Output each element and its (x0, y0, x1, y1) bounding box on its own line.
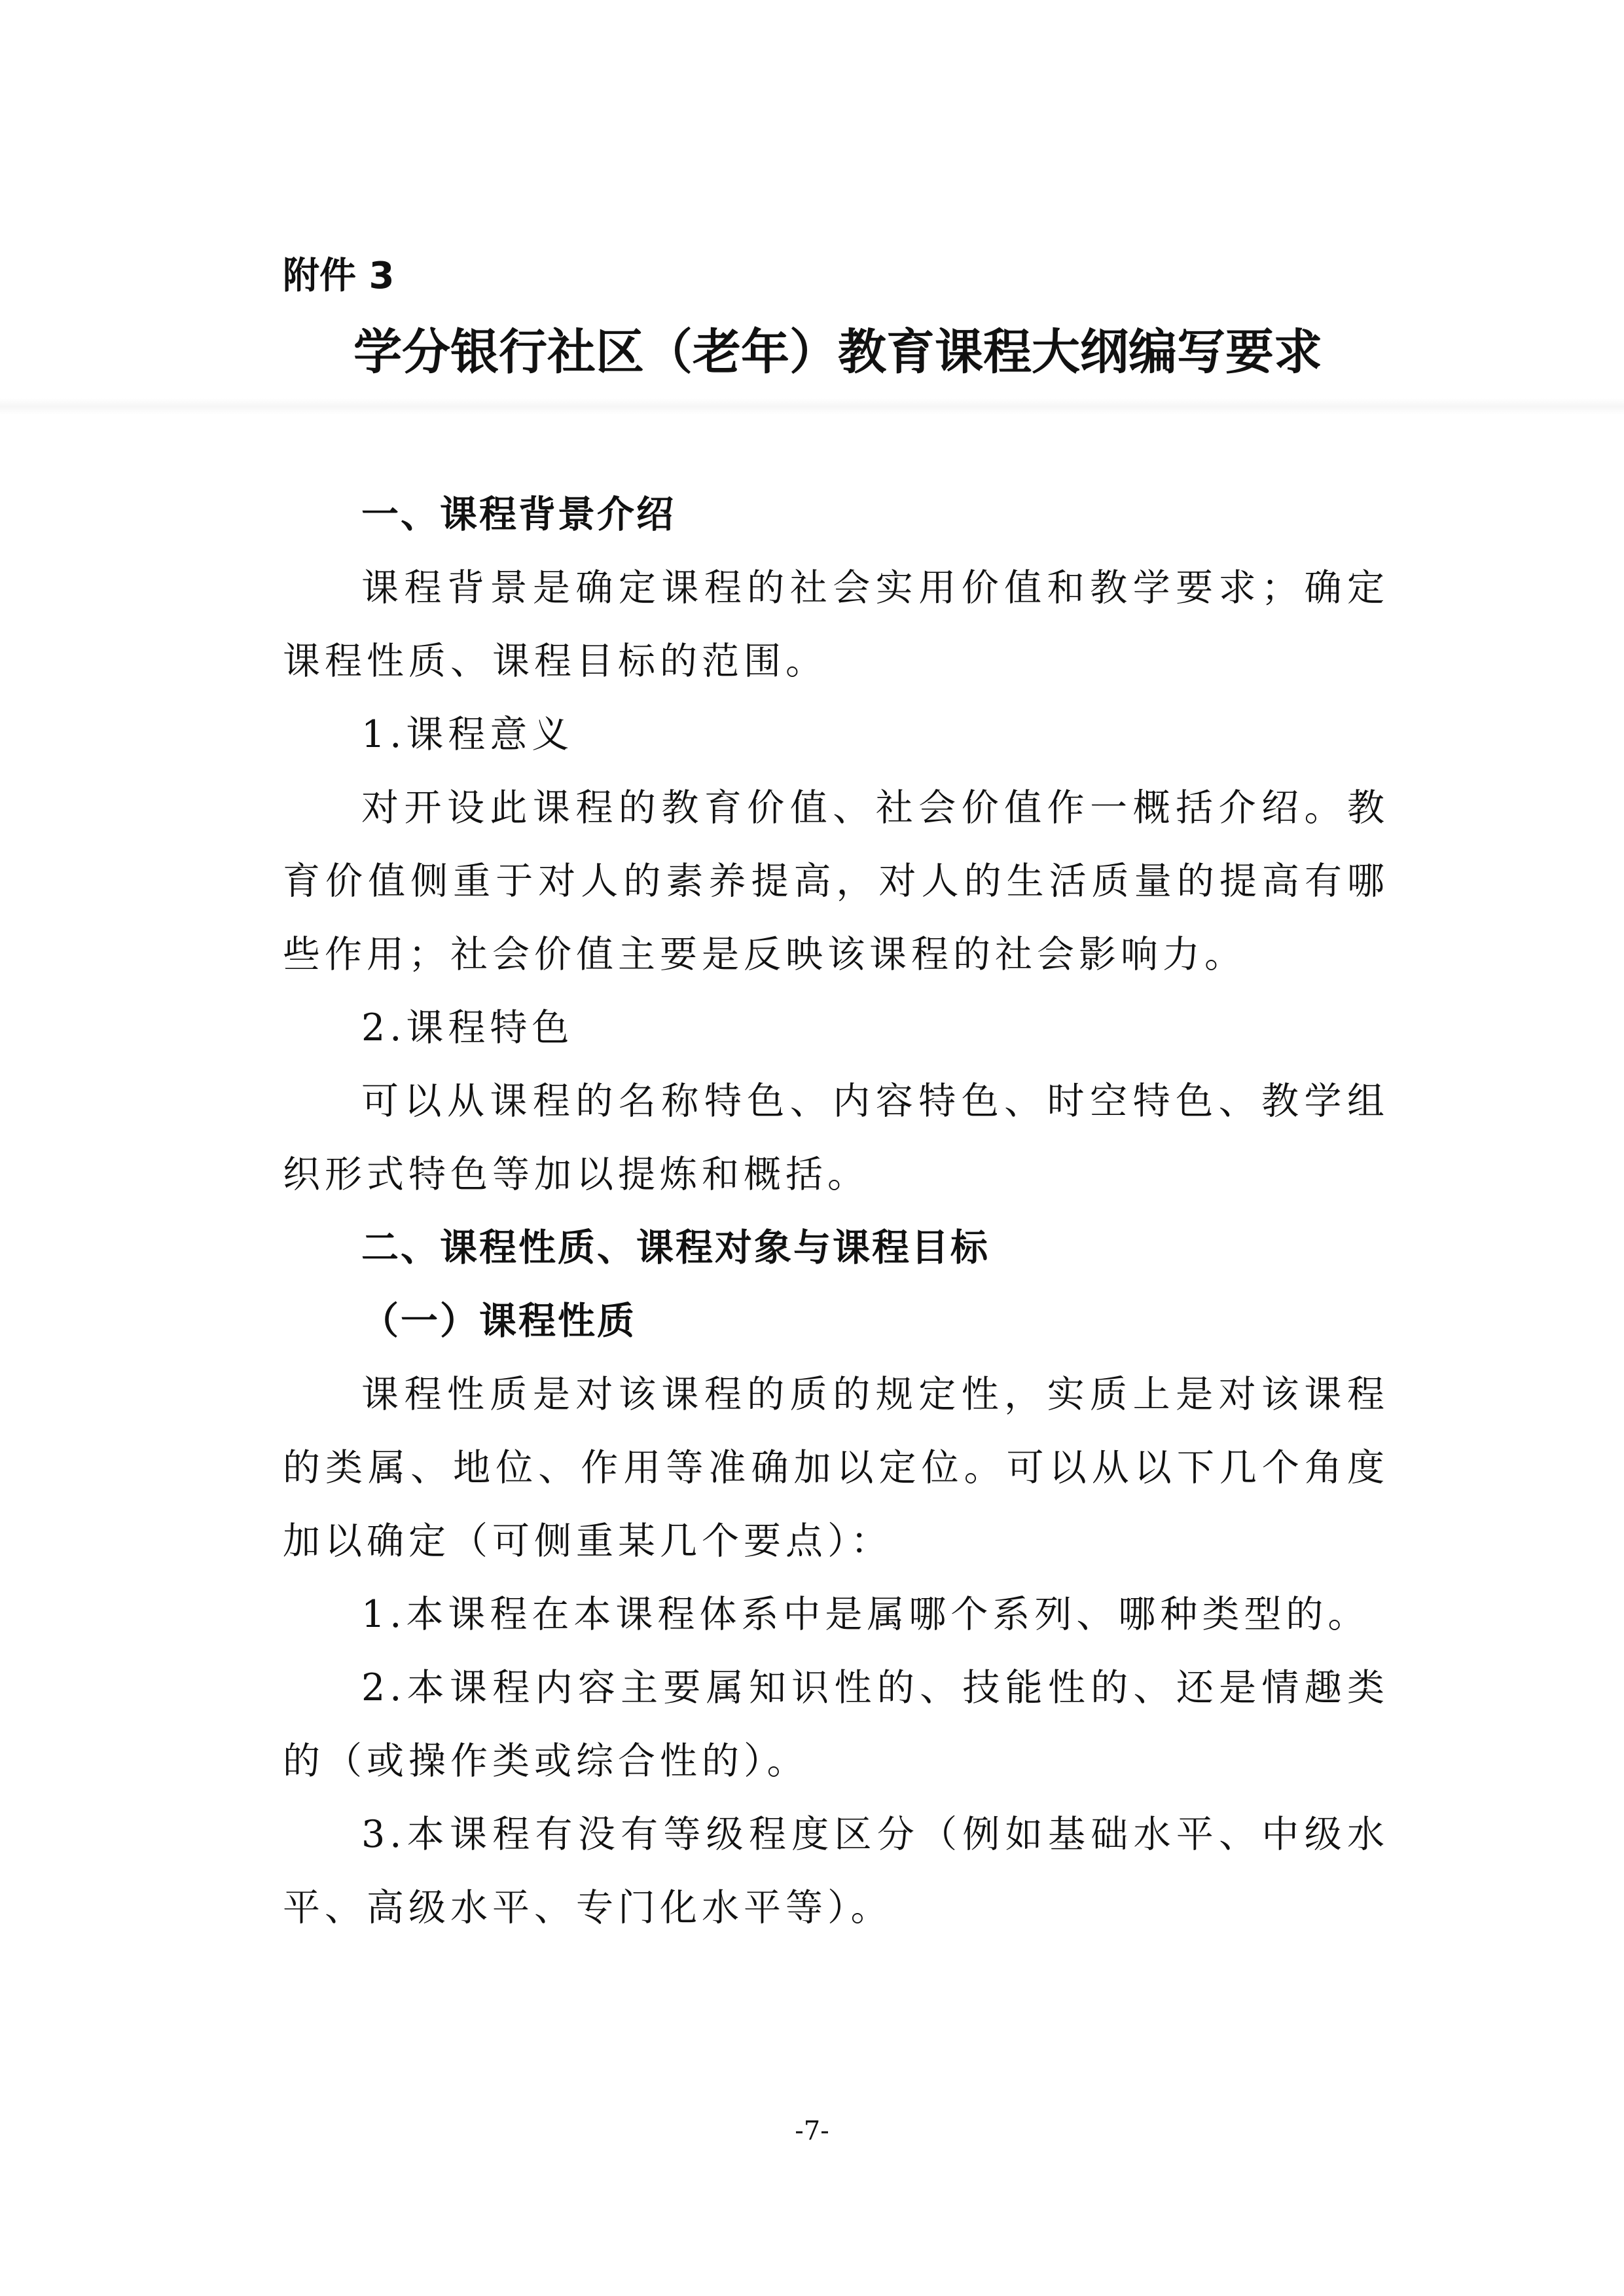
section-heading-2: 二、课程性质、课程对象与课程目标 (361, 1226, 990, 1269)
section-heading-1: 一、课程背景介绍 (361, 493, 676, 536)
list-item-1: 1.本课程在本课程体系中是属哪个系列、哪种类型的。 (361, 1593, 1370, 1636)
paragraph-course-features: 可以从课程的名称特色、内容特色、时空特色、教学组织形式特色等加以提炼和概括。 (283, 1080, 1389, 1196)
subsection-heading-course-nature: （一）课程性质 (361, 1300, 636, 1343)
paragraph-course-nature: 课程性质是对该课程的质的规定性，实质上是对该课程的类属、地位、作用等准确加以定位。可以从以下几个角度加以确定（可侧重某几个要点）： (283, 1373, 1389, 1563)
paragraph-course-significance: 对开设此课程的教育价值、社会价值作一概括介绍。教育价值侧重于对人的素养提高，对人的生活质量的提高有哪些作用；社会价值主要是反映该课程的社会影响力。 (283, 786, 1389, 976)
list-item-2: 2.本课程内容主要属知识性的、技能性的、还是情趣类的（或操作类或综合性的）。 (283, 1666, 1389, 1783)
paragraph-course-background: 课程背景是确定课程的社会实用价值和教学要求；确定课程性质、课程目标的范围。 (283, 566, 1389, 683)
attachment-label: 附件 3 (283, 255, 395, 297)
list-item-3: 3.本课程有没有等级程度区分（例如基础水平、中级水平、高级水平、专门化水平等）。 (283, 1813, 1389, 1929)
document-body (283, 478, 1389, 1944)
scan-artifact-line (0, 398, 1624, 415)
document-title: 学分银行社区（老年）教育课程大纲编写要求 (353, 324, 1322, 380)
page-number: -7- (795, 2116, 829, 2146)
subheading-course-features: 2.课程特色 (361, 1006, 574, 1049)
subheading-course-significance: 1.课程意义 (361, 713, 574, 756)
